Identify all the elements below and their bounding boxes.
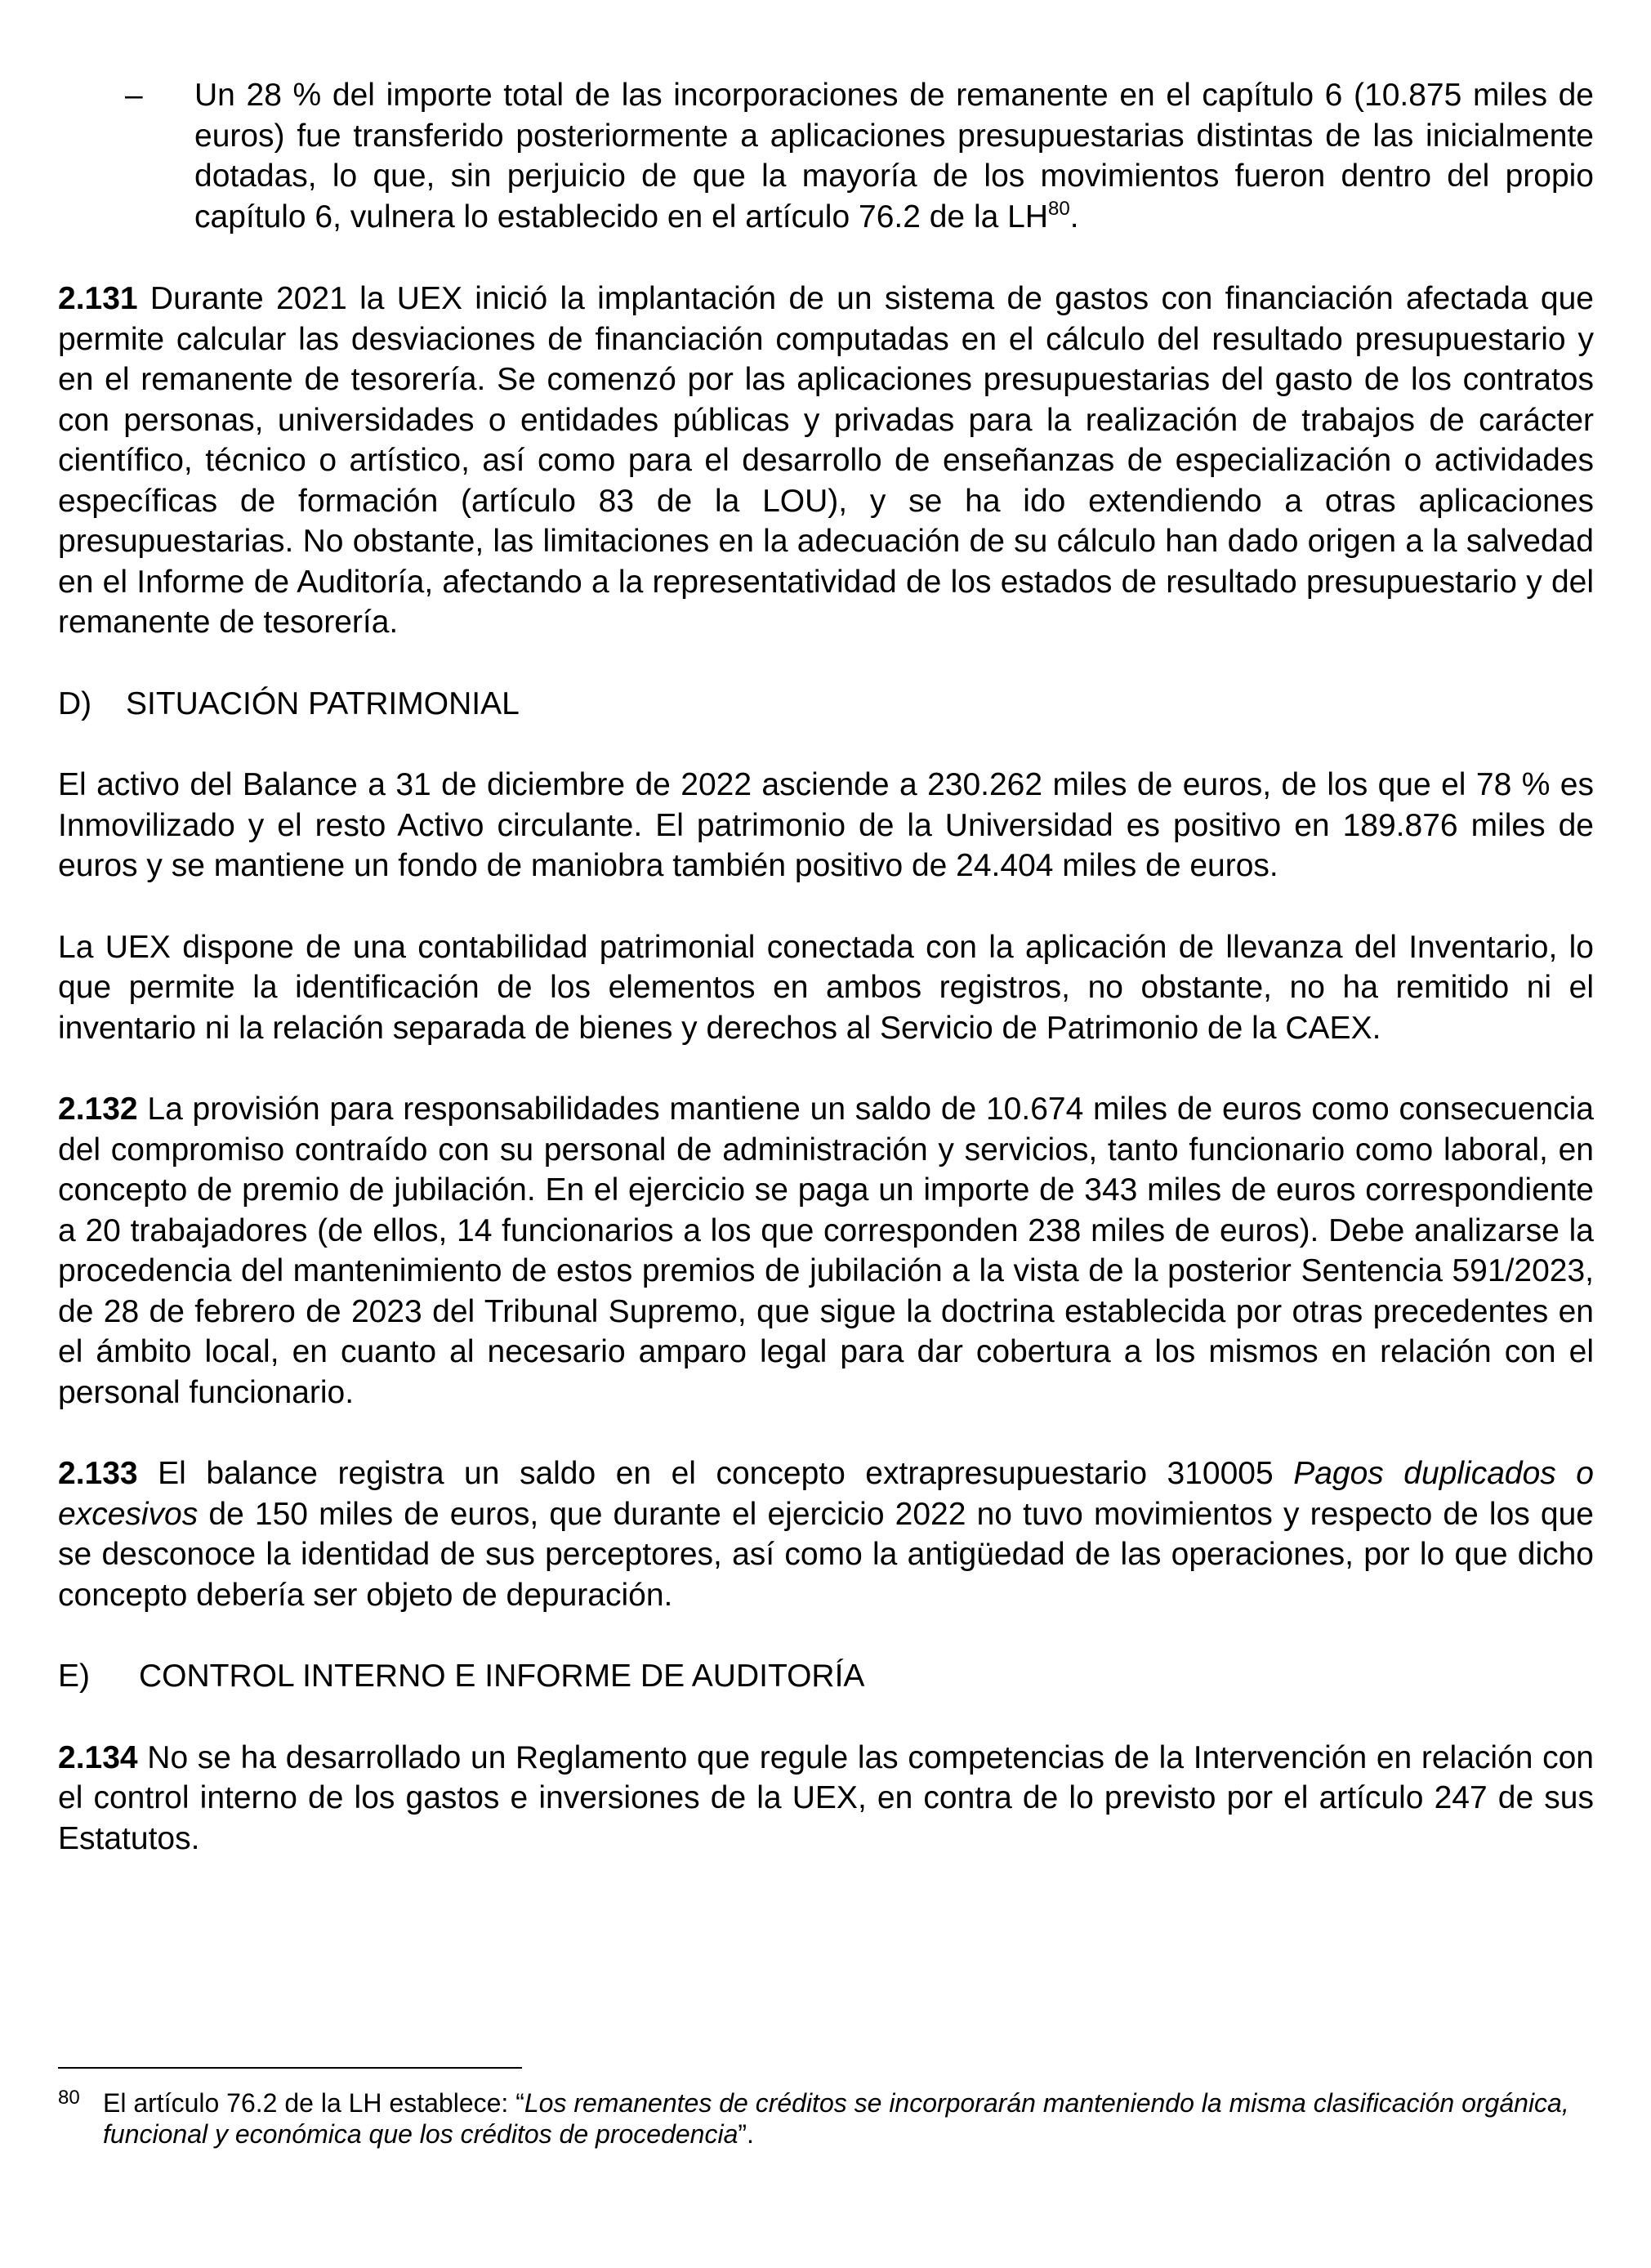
paragraph-text: El balance registra un saldo en el concepto extrapresupuestario 310005 [137,1456,1294,1491]
paragraph-text: La provisión para responsabilidades mantiene un saldo de 10.674 miles de euros como consecuencia del compromiso contraído con su personal de administración y servicios, tanto funcionario como laboral, en concepto de premio de jubilación. En el ejercicio se paga un importe de 343 miles de euros correspondiente a 20 trabajadores (de ellos, 14 funcionarios a los que corresponden 238 miles de euros). Debe analizarse la procedencia del mantenimiento de estos premios de jubilación a la vista de la posterior Sentencia 591/2023, de 28 de febrero de 2023 del Tribunal Supremo, que sigue la doctrina establecida por otras precedentes en el ámbito local, en cuanto al necesario amparo legal para dar cobertura a los mismos en relación con el personal funcionario. [58,1092,1594,1410]
paragraph-number: 2.132 [58,1092,138,1127]
paragraph-2-133 [58,1453,1594,1615]
section-title: SITUACIÓN PATRIMONIAL [126,685,520,721]
section-letter: D) [58,685,92,721]
paragraph-uex-inventario: La UEX dispone de una contabilidad patrimonial conectada con la aplicación de llevanza del Inventario, lo que permite la identificación de los elementos en ambos registros, no obstante, no ha remitido ni el inventario ni la relación separada de bienes y derechos al Servicio de Patrimonio de la CAEX. [58,929,1594,1046]
footnote-ref[interactable]: 80 [1048,197,1070,220]
paragraph-italic-concept: Pagos duplicados o excesivos [58,1456,1594,1532]
section-heading-e [58,1656,1594,1697]
bullet-dash: – [125,78,143,113]
bullet-text: Un 28 % del importe total de las incorporaciones de remanente en el capítulo 6 (10.875 miles de euros) fue transferido posteriormente a aplicaciones presupuestarias distintas de las inicialmente dotadas, lo que, sin perjuicio de que la mayoría de los movimientos fueron dentro del propio capítulo 6, vulnera lo establecido en el artículo 76.2 de la LH [194,78,1594,234]
paragraph-2-132 [58,1089,1594,1413]
footnote-text-end: ”. [738,2119,754,2149]
document-body [58,75,1594,1900]
paragraph-number: 2.131 [58,281,138,316]
paragraph-activo: El activo del Balance a 31 de diciembre de 2022 asciende a 230.262 miles de euros, de los que el 78 % es Inmovilizado y el resto Activo circulante. El patrimonio de la Universidad es positivo en 189.876 miles de euros y se mantiene un fondo de maniobra también positivo de 24.404 miles de euros. [58,767,1594,883]
paragraph-2-131 [58,279,1594,643]
footnote-text [58,2087,1594,2150]
footnote-text-start: El artículo 76.2 de la LH establece: “ [103,2088,524,2118]
footnote-divider [58,2067,522,2069]
paragraph-text-cont: de 150 miles de euros, que durante el ejercicio 2022 no tuvo movimientos y respecto de los que se desconoce la identidad de sus perceptores, así como la antigüedad de las operaciones, por lo que dicho concepto debería ser objeto de depuración. [58,1496,1594,1613]
section-letter: E) [58,1659,90,1694]
bullet-item [58,75,1594,237]
paragraph-2-134 [58,1738,1594,1859]
paragraph-number: 2.134 [58,1739,138,1775]
paragraph-number: 2.133 [58,1456,138,1491]
footnote-number: 80 [58,2087,80,2109]
paragraph-text: No se ha desarrollado un Reglamento que regule las competencias de la Intervención en relación con el control interno de los gastos e inversiones de la UEX, en contra de lo previsto por el artículo 247 de sus Estatutos. [58,1739,1594,1856]
section-title: CONTROL INTERNO E INFORME DE AUDITORÍA [139,1659,865,1694]
footnote [58,2087,1594,2150]
bullet-end: . [1069,199,1079,234]
section-heading-d [58,684,1594,725]
paragraph-text: Durante 2021 la UEX inició la implantación de un sistema de gastos con financiación afectada que permite calcular las desviaciones de financiación computadas en el cálculo del resultado presupuestario y en el remanente de tesorería. Se comenzó por las aplicaciones presupuestarias del gasto de los contratos con personas, universidades o entidades públicas y privadas para la realización de trabajos de carácter científico, técnico o artístico, así como para el desarrollo de enseñanzas de especialización o actividades específicas de formación (artículo 83 de la LOU), y se ha ido extendiendo a otras aplicaciones presupuestarias. No obstante, las limitaciones en la adecuación de su cálculo han dado origen a la salvedad en el Informe de Auditoría, afectando a la representatividad de los estados de resultado presupuestario y del remanente de tesorería. [58,281,1594,640]
footnote-quote: Los remanentes de créditos se incorporarán manteniendo la misma clasificación orgánica, funcional y económica que los créditos de procedencia [103,2088,1569,2149]
